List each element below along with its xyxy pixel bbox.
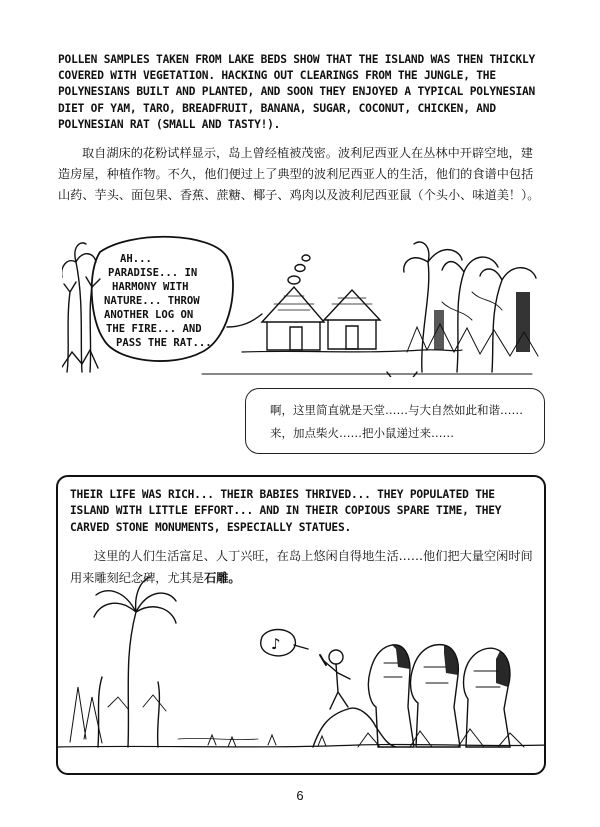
statues-panel — [56, 475, 546, 775]
speech-line: THE FIRE... AND — [106, 323, 202, 335]
panel2-chinese-body: 这里的人们生活富足、人丁兴旺，在岛上悠闲自得地生活……他们把大量空闲时间用来雕刻纪念碑，尤其是 — [70, 549, 533, 585]
music-note-icon: ♪ — [271, 635, 281, 653]
speech-line: ANOTHER LOG ON — [104, 309, 194, 321]
intro-chinese-text — [58, 143, 540, 206]
jungle-drawing — [62, 232, 540, 377]
panel2-english-body: THEIR LIFE WAS RICH... THEIR BABIES THRIVED... THEY POPULATED THE ISLAND WITH LITTLE EFFORT... AND IN THEIR COPIOUS SPARE TIME, THEY CARVED STONE MONUMENTS, ESPECIALLY — [70, 488, 502, 534]
speech-line: HARMONY WITH — [112, 281, 189, 293]
speech-text — [104, 253, 212, 349]
panel2-english-emphasis: STATUES. — [298, 520, 352, 534]
speech-line: PARADISE... IN — [108, 267, 198, 279]
speech-line: PASS THE RAT... — [116, 337, 212, 349]
intro-english-text: POLLEN SAMPLES TAKEN FROM LAKE BEDS SHOW THAT THE ISLAND WAS THEN THICKLY COVERED WITH VEGETATION. HACKING OUT CLEARINGS FROM THE JUNGLE, THE POLYNESIANS BUILT AND PLANTED, AND SOON THEY ENJOYED A TYPICAL POLYNESIAN DIET OF YAM, TARO, BREADFRUIT, BANANA, SUGAR, COCONUT, CHICKEN, AND POLYNESIAN RAT (SMALL AND TASTY!). — [58, 53, 536, 131]
panel2-chinese-emphasis: 石雕。 — [204, 571, 241, 585]
statue-carving-drawing — [58, 477, 546, 775]
caption-text: 啊，这里简直就是天堂……与大自然如此和谐……来，加点柴火……把小鼠递过来…… — [270, 403, 523, 440]
speech-line: AH... — [120, 253, 152, 265]
speech-line: NATURE... THROW — [104, 295, 200, 307]
panel1-chinese-caption — [245, 388, 545, 454]
intro-chinese-body: 取自湖床的花粉试样显示，岛上曾经植被茂密。波利尼西亚人在丛林中开辟空地，建造房屋，种植作物。不久，他们便过上了典型的波利尼西亚人的生活，他们的食谱中包括山药、芋头、面包果、香蕉、蔗糖、椰子、鸡肉以及波利尼西亚鼠（个头小、味道美！）。 — [58, 146, 540, 202]
page-number: 6 — [296, 788, 304, 803]
jungle-village-illustration — [62, 232, 540, 377]
